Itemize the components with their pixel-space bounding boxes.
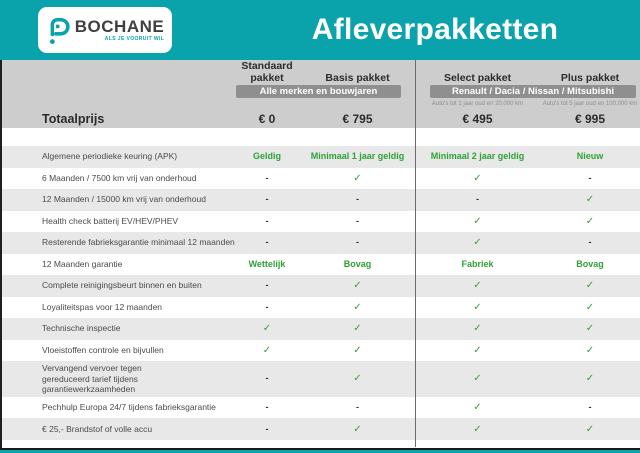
feature-value-select: ✓ — [473, 323, 482, 335]
package-name-basis: Basis pakket — [325, 72, 390, 84]
feature-label: Algemene periodieke keuring (APK) — [42, 151, 178, 162]
group-badge-brands: Renault / Dacia / Nissan / Mitsubishi — [430, 85, 636, 98]
feature-label: Complete reinigingsbeurt binnen en buiten — [42, 280, 202, 291]
feature-row — [0, 254, 640, 276]
feature-value-select: ✓ — [473, 215, 482, 227]
feature-label: € 25,- Brandstof of volle accu — [42, 423, 153, 434]
package-name-standaard: Standaard pakket — [241, 60, 293, 84]
feature-value-select: ✓ — [473, 344, 482, 356]
feature-value-plus: Nieuw — [576, 151, 604, 162]
feature-value-standaard: ✓ — [262, 344, 272, 356]
feature-value-standaard: - — [265, 172, 269, 183]
top-banner — [0, 0, 640, 60]
feature-value-standaard: - — [265, 215, 269, 226]
feature-value-standaard: - — [265, 402, 269, 413]
feature-label: 12 Maanden / 15000 km vrij van onderhoud — [42, 194, 206, 205]
feature-value-standaard: Wettelijk — [248, 258, 286, 269]
feature-value-basis: ✓ — [353, 172, 362, 184]
feature-row — [0, 397, 640, 419]
feature-value-select: ✓ — [473, 402, 482, 414]
table-left-border — [0, 60, 2, 453]
feature-row — [0, 189, 640, 211]
feature-row — [0, 318, 640, 340]
feature-value-standaard: - — [265, 373, 269, 384]
feature-label: Resterende fabrieksgarantie minimaal 12 maanden — [42, 237, 235, 248]
feature-row — [0, 361, 640, 397]
feature-label: Vervangend vervoer tegen gereduceerd tarief tijdens garantiewerkzaamheden — [42, 363, 142, 395]
feature-value-basis: ✓ — [353, 301, 362, 313]
feature-value-plus: - — [588, 402, 592, 413]
package-note-plus: Auto's tot 5 jaar oud en 100.000 km — [542, 101, 638, 107]
logo-text — [75, 18, 164, 42]
total-label: Totaalprijs — [42, 111, 105, 126]
feature-value-standaard: - — [265, 280, 269, 291]
package-price-plus: € 995 — [574, 111, 606, 126]
feature-value-standaard: - — [265, 301, 269, 312]
feature-row — [0, 418, 640, 440]
feature-label: Health check batterij EV/HEV/PHEV — [42, 215, 179, 226]
feature-value-select: ✓ — [473, 280, 482, 292]
feature-value-select: ✓ — [473, 423, 482, 435]
feature-value-standaard: Geldig — [252, 151, 281, 162]
feature-row — [0, 297, 640, 319]
feature-value-select: ✓ — [473, 373, 482, 385]
group-badge-all-brands: Alle merken en bouwjaren — [236, 85, 401, 98]
feature-value-basis: - — [356, 402, 359, 413]
feature-value-standaard: - — [265, 194, 269, 205]
bochane-logo-icon — [46, 16, 70, 46]
feature-value-basis: ✓ — [353, 344, 362, 356]
feature-value-standaard: - — [265, 237, 269, 248]
feature-row — [0, 168, 640, 190]
table-header-band — [0, 60, 640, 128]
feature-row — [0, 146, 640, 168]
feature-value-plus: ✓ — [585, 344, 595, 356]
feature-value-standaard: ✓ — [262, 323, 272, 335]
package-note-select: Auto's tot 1 jaar oud en 20.000 km — [431, 101, 524, 107]
feature-label: Loyaliteitspas voor 12 maanden — [42, 301, 163, 312]
feature-label: 12 Maanden garantie — [42, 258, 123, 269]
page-title: Afleverpakketten — [311, 13, 559, 46]
package-price-standaard: € 0 — [258, 111, 276, 126]
feature-value-plus: Bovag — [576, 258, 604, 269]
feature-value-basis: - — [356, 194, 359, 205]
feature-label: Pechhulp Europa 24/7 tijdens fabrieksgarantie — [42, 402, 216, 413]
package-price-select: € 495 — [462, 111, 493, 126]
feature-value-select: Fabriek — [461, 258, 494, 269]
feature-value-plus: ✓ — [585, 215, 595, 227]
total-price-row — [0, 109, 640, 128]
feature-value-select: - — [476, 194, 479, 205]
feature-value-basis: Bovag — [343, 258, 372, 269]
package-name-plus: Plus pakket — [560, 72, 620, 84]
package-names-row — [0, 60, 640, 84]
feature-value-plus: ✓ — [585, 280, 595, 292]
bochane-logo — [38, 7, 172, 53]
feature-value-select: ✓ — [473, 172, 482, 184]
feature-value-select: Minimaal 2 jaar geldig — [430, 151, 525, 162]
feature-value-basis: Minimaal 1 jaar geldig — [310, 151, 405, 162]
feature-value-select: ✓ — [473, 301, 482, 313]
group-divider-line — [415, 60, 416, 447]
feature-value-standaard: - — [265, 423, 269, 434]
feature-value-basis: ✓ — [353, 280, 362, 292]
feature-value-basis: ✓ — [353, 323, 362, 335]
feature-value-plus: ✓ — [585, 194, 595, 206]
feature-value-basis: ✓ — [353, 423, 362, 435]
feature-value-select: ✓ — [473, 237, 482, 249]
feature-value-plus: ✓ — [585, 423, 595, 435]
feature-value-plus: - — [588, 237, 592, 248]
logo-tagline: ALS JE VOORUIT WIL — [104, 36, 165, 42]
feature-row — [0, 232, 640, 254]
feature-label: Technische inspectie — [42, 323, 121, 334]
feature-value-basis: - — [356, 215, 359, 226]
feature-value-plus: ✓ — [585, 323, 595, 335]
package-name-select: Select pakket — [443, 72, 512, 84]
feature-label: Vloeistoffen controle en bijvullen — [42, 344, 164, 355]
feature-value-plus: ✓ — [585, 373, 595, 385]
feature-label: 6 Maanden / 7500 km vrij van onderhoud — [42, 172, 197, 183]
feature-row — [0, 275, 640, 297]
package-notes-row — [0, 99, 640, 109]
feature-row — [0, 340, 640, 362]
package-price-basis: € 795 — [342, 111, 373, 126]
feature-rows — [0, 146, 640, 440]
feature-value-basis: - — [356, 237, 359, 248]
feature-value-basis: ✓ — [353, 373, 362, 385]
feature-value-plus: - — [588, 172, 592, 183]
group-badges-row — [0, 84, 640, 99]
feature-value-plus: ✓ — [585, 301, 595, 313]
feature-row — [0, 211, 640, 233]
logo-wordmark: BOCHANE — [74, 17, 165, 36]
